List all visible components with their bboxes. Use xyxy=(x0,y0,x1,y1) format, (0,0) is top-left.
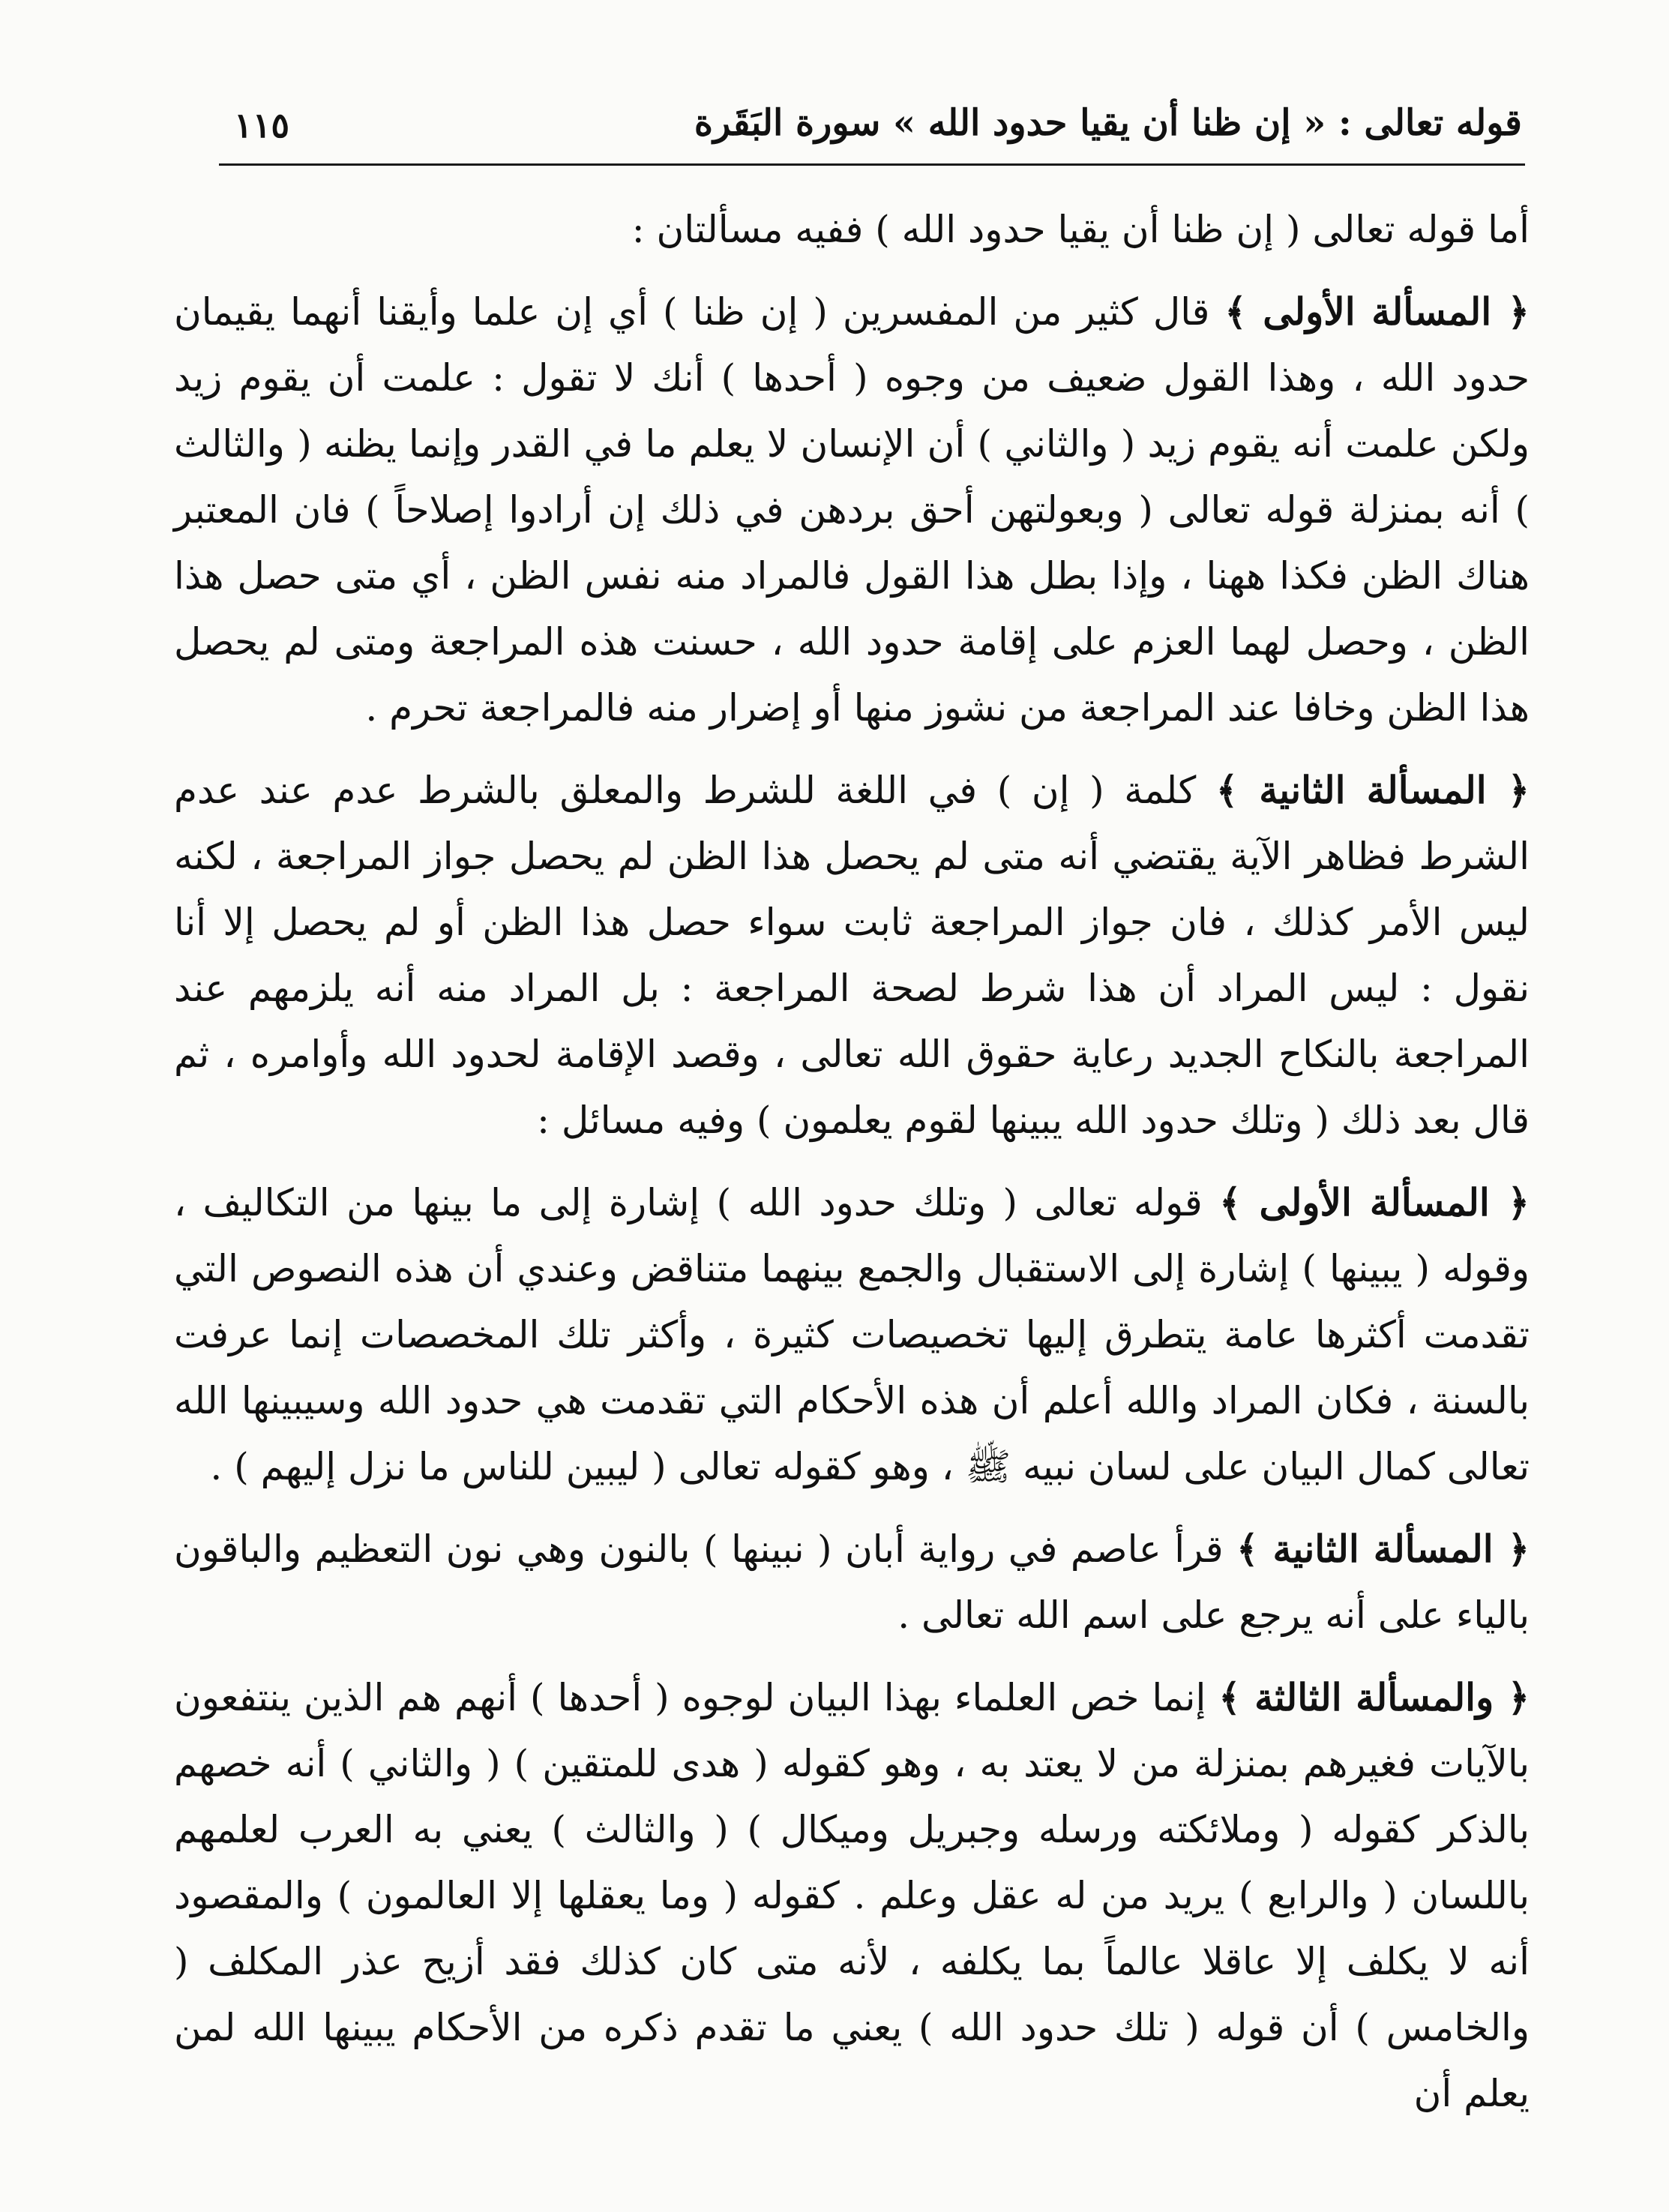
paragraph-text: إنما خص العلماء بهذا البيان لوجوه ( أحدها ) أنهم هم الذين ينتفعون بالآيات فغيرهم بمنزلة من لا يعتد به ، وهو كقوله ( هدى للمتقين ) ( والثاني ) أنه خصهم بالذكر كقوله ( وملائكته ورسله وجبريل وميكال ) ( والثالث ) يعني به العرب لعلمهم باللسان ( والرابع ) يريد من له عقل وعلم . كقوله ( وما يعقلها إلا العالمون ) والمقصود أنه لا يكلف إلا عاقلا عالماً بما يكلفه ، لأنه متى كان كذلك فقد أزيح عذر المكلف ( والخامس ) أن قوله ( تلك حدود الله ) يعني ما تقدم ذكره من الأحكام يبينها الله لمن يعلم أن xyxy=(174,1676,1530,2115)
paragraph xyxy=(174,1516,1530,1648)
paragraph xyxy=(174,757,1530,1153)
section-heading: ﴿ المسألة الأولى ﴾ xyxy=(1224,289,1530,334)
paragraph-text: قرأ عاصم في رواية أبان ( نبينها ) بالنون وهي نون التعظيم والباقون بالياء على أنه يرجع على اسم الله تعالى . xyxy=(174,1527,1530,1637)
page-header xyxy=(219,88,1525,166)
paragraph xyxy=(174,1170,1530,1500)
section-heading: ﴿ المسألة الأولى ﴾ xyxy=(1219,1180,1530,1224)
section-heading: ﴿ والمسألة الثالثة ﴾ xyxy=(1218,1675,1530,1719)
document-body xyxy=(174,196,1530,2127)
section-heading: ﴿ المسألة الثانية ﴾ xyxy=(1215,768,1530,812)
paragraph xyxy=(174,196,1530,262)
paragraph-text: كلمة ( إن ) في اللغة للشرط والمعلق بالشرط عدم عند عدم الشرط فظاهر الآية يقتضي أنه متى لم يحصل هذا الظن لم يحصل جواز المراجعة ، لكنه ليس الأمر كذلك ، فان جواز المراجعة ثابت سواء حصل هذا الظن أو لم يحصل إلا أنا نقول : ليس المراد أن هذا شرط لصحة المراجعة : بل المراد منه أنه يلزمهم عند المراجعة بالنكاح الجديد رعاية حقوق الله تعالى ، وقصد الإقامة لحدود الله وأوامره ، ثم قال بعد ذلك ( وتلك حدود الله يبينها لقوم يعلمون ) وفيه مسائل : xyxy=(174,769,1530,1142)
running-head: قوله تعالى : « إن ظنا أن يقيا حدود الله » سورة البَقَرة xyxy=(694,102,1522,144)
paragraph-text: قوله تعالى ( وتلك حدود الله ) إشارة إلى ما بينها من التكاليف ، وقوله ( يبينها ) إشارة إلى الاستقبال والجمع بينهما متناقض وعندي أن هذه النصوص التي تقدمت أكثرها عامة يتطرق إليها تخصيصات كثيرة ، وأكثر تلك المخصصات إنما عرفت بالسنة ، فكان المراد والله أعلم أن هذه الأحكام التي تقدمت هي حدود الله وسيبينها الله تعالى كمال البيان على لسان نبيه ﷺ ، وهو كقوله تعالى ( ليبين للناس ما نزل إليهم ) . xyxy=(174,1181,1530,1488)
paragraph-text: أما قوله تعالى ( إن ظنا أن يقيا حدود الله ) ففيه مسألتان : xyxy=(631,208,1530,251)
section-heading: ﴿ المسألة الثانية ﴾ xyxy=(1236,1527,1530,1571)
paragraph xyxy=(174,1665,1530,2127)
page-number: ١١٥ xyxy=(234,105,290,145)
paragraph xyxy=(174,279,1530,741)
paragraph-text: قال كثير من المفسرين ( إن ظنا ) أي إن علما وأيقنا أنهما يقيمان حدود الله ، وهذا القول ضعيف من وجوه ( أحدها ) أنك لا تقول : علمت أن يقوم زيد ولكن علمت أنه يقوم زيد ( والثاني ) أن الإنسان لا يعلم ما في القدر وإنما يظنه ( والثالث ) أنه بمنزلة قوله تعالى ( وبعولتهن أحق بردهن في ذلك إن أرادوا إصلاحاً ) فان المعتبر هناك الظن فكذا ههنا ، وإذا بطل هذا القول فالمراد منه نفس الظن ، أي متى حصل هذا الظن ، وحصل لهما العزم على إقامة حدود الله ، حسنت هذه المراجعة ومتى لم يحصل هذا الظن وخافا عند المراجعة من نشوز منها أو إضرار منه فالمراجعة تحرم . xyxy=(174,290,1530,730)
